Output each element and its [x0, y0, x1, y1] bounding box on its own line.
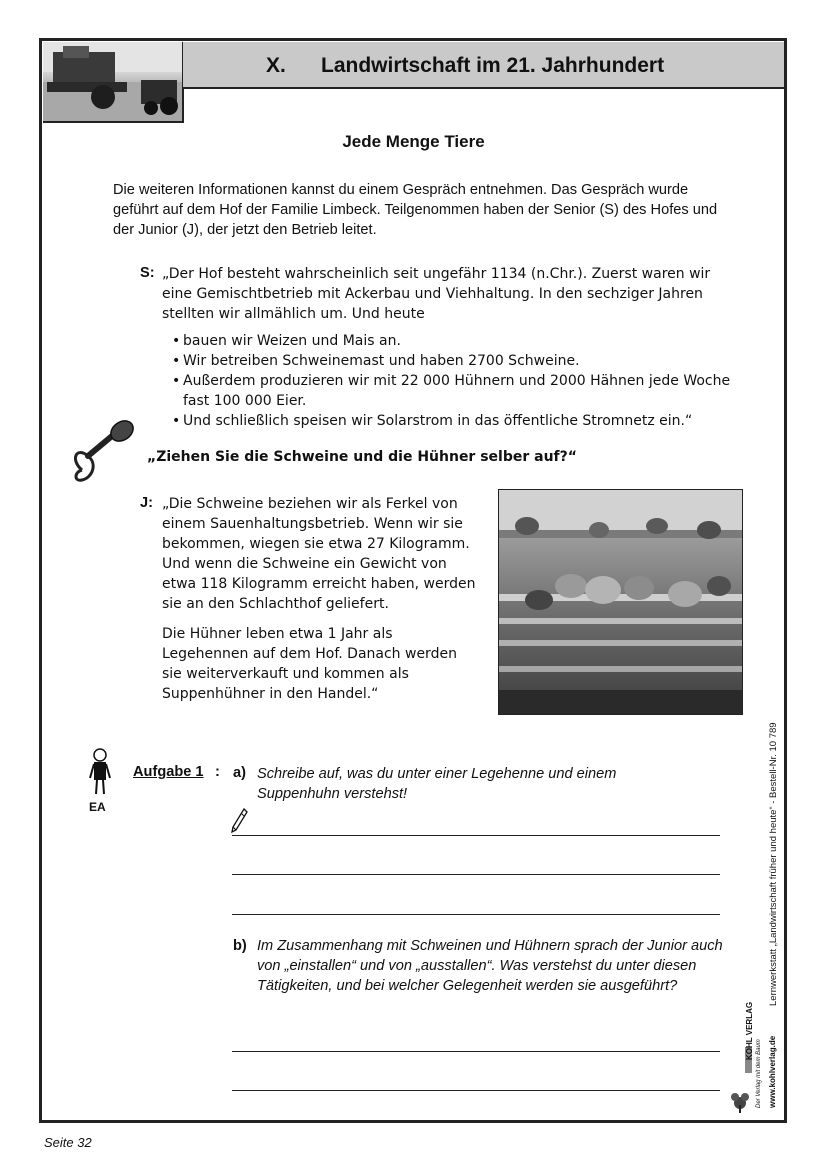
writing-line-a3[interactable] [232, 914, 720, 915]
publisher-slogan: Der Verlag mit dem Baum [756, 1039, 762, 1108]
person-icon [89, 748, 111, 800]
worksheet-subtitle: Jede Menge Tiere [342, 132, 485, 151]
intro-paragraph: Die weiteren Informationen kannst du einem Gespräch entnehmen. Das Gespräch wurde geführt auf dem Hof der Familie Limbeck. Teilgenommen haben der Senior (S) des Hofes und der Junior (J), der jetzt den Betrieb leitet. [113, 182, 718, 238]
pencil-icon [230, 808, 248, 834]
senior-bullet-list [172, 331, 752, 431]
chapter-number: X. [266, 54, 286, 77]
publisher-url[interactable]: www.kohlverlag.de [768, 1035, 777, 1108]
task-label: Aufgabe 1 [133, 764, 204, 780]
task-colon: : [215, 764, 220, 780]
microphone-icon [70, 420, 140, 492]
senior-statement: „Der Hof besteht wahrscheinlich seit ungefähr 1134 (n.Chr.). Zuerst waren wir eine Gemischtbetrieb mit Ackerbau und Viehhaltung. In den sechziger Jahren stellten wir allmählich um. Und heute [162, 266, 711, 322]
junior-speaker-label: J: [140, 495, 153, 511]
task-b-text: Im Zusammenhang mit Schweinen und Hühnern sprach der Junior auch von „einstallen“ und von „ausstallen“. Was verstehst du unter diesen Tätigkeiten, und bei welcher Gelegenheit werden sie ausgeführt? [257, 938, 723, 994]
writing-line-b2[interactable] [232, 1090, 720, 1091]
work-mode-label: EA [89, 800, 106, 814]
list-item: • Wir betreiben Schweinemast und haben 2700 Schweine. [172, 351, 752, 371]
junior-statement [162, 494, 477, 714]
page-number: Seite 32 [44, 1135, 92, 1150]
junior-paragraph-hens: Die Hühner leben etwa 1 Jahr als Legehennen auf dem Hof. Danach werden sie weiterverkauft und kommen als Suppenhühner in den Handel.“ [162, 626, 457, 702]
publication-info: Lernwerkstatt „Landwirtschaft früher und heute“ - Bestell-Nr. 10 789 [768, 722, 779, 1006]
junior-paragraph-pigs: „Die Schweine beziehen wir als Ferkel von einem Sauenhaltungsbetrieb. Wenn wir sie bekommen, wiegen sie etwa 27 Kilogramm. Und wenn die Schweine ein Gewicht von etwa 118 Kilogramm erreicht haben, werden sie an den Schlachthof geliefert. [162, 496, 476, 612]
writing-line-b1[interactable] [232, 1051, 720, 1052]
writing-line-a2[interactable] [232, 874, 720, 875]
task-a-letter: a) [233, 765, 246, 781]
combine-harvester-photo [43, 42, 184, 123]
senior-speaker-label: S: [140, 265, 155, 281]
chapter-header-bar [183, 42, 784, 89]
task-a-text: Schreibe auf, was du unter einer Legehenne und einem Suppenhuhn verstehst! [257, 766, 617, 802]
publisher-name: KOHL VERLAG [745, 1001, 754, 1060]
interview-question: „Ziehen Sie die Schweine und die Hühner selber auf?“ [147, 449, 577, 465]
hen-barn-photo [498, 489, 743, 715]
list-item: • Und schließlich speisen wir Solarstrom in das öffentliche Stromnetz ein.“ [172, 411, 752, 431]
task-b-letter: b) [233, 938, 247, 954]
list-item: • Außerdem produzieren wir mit 22 000 Hühnern und 2000 Hähnen jede Woche fast 100 000 Eier. [172, 371, 752, 411]
hens-illustration [499, 490, 743, 715]
chapter-title: Landwirtschaft im 21. Jahrhundert [321, 54, 665, 77]
writing-line-a1[interactable] [232, 835, 720, 836]
list-item: • bauen wir Weizen und Mais an. [172, 331, 752, 351]
harvester-illustration [43, 42, 182, 121]
